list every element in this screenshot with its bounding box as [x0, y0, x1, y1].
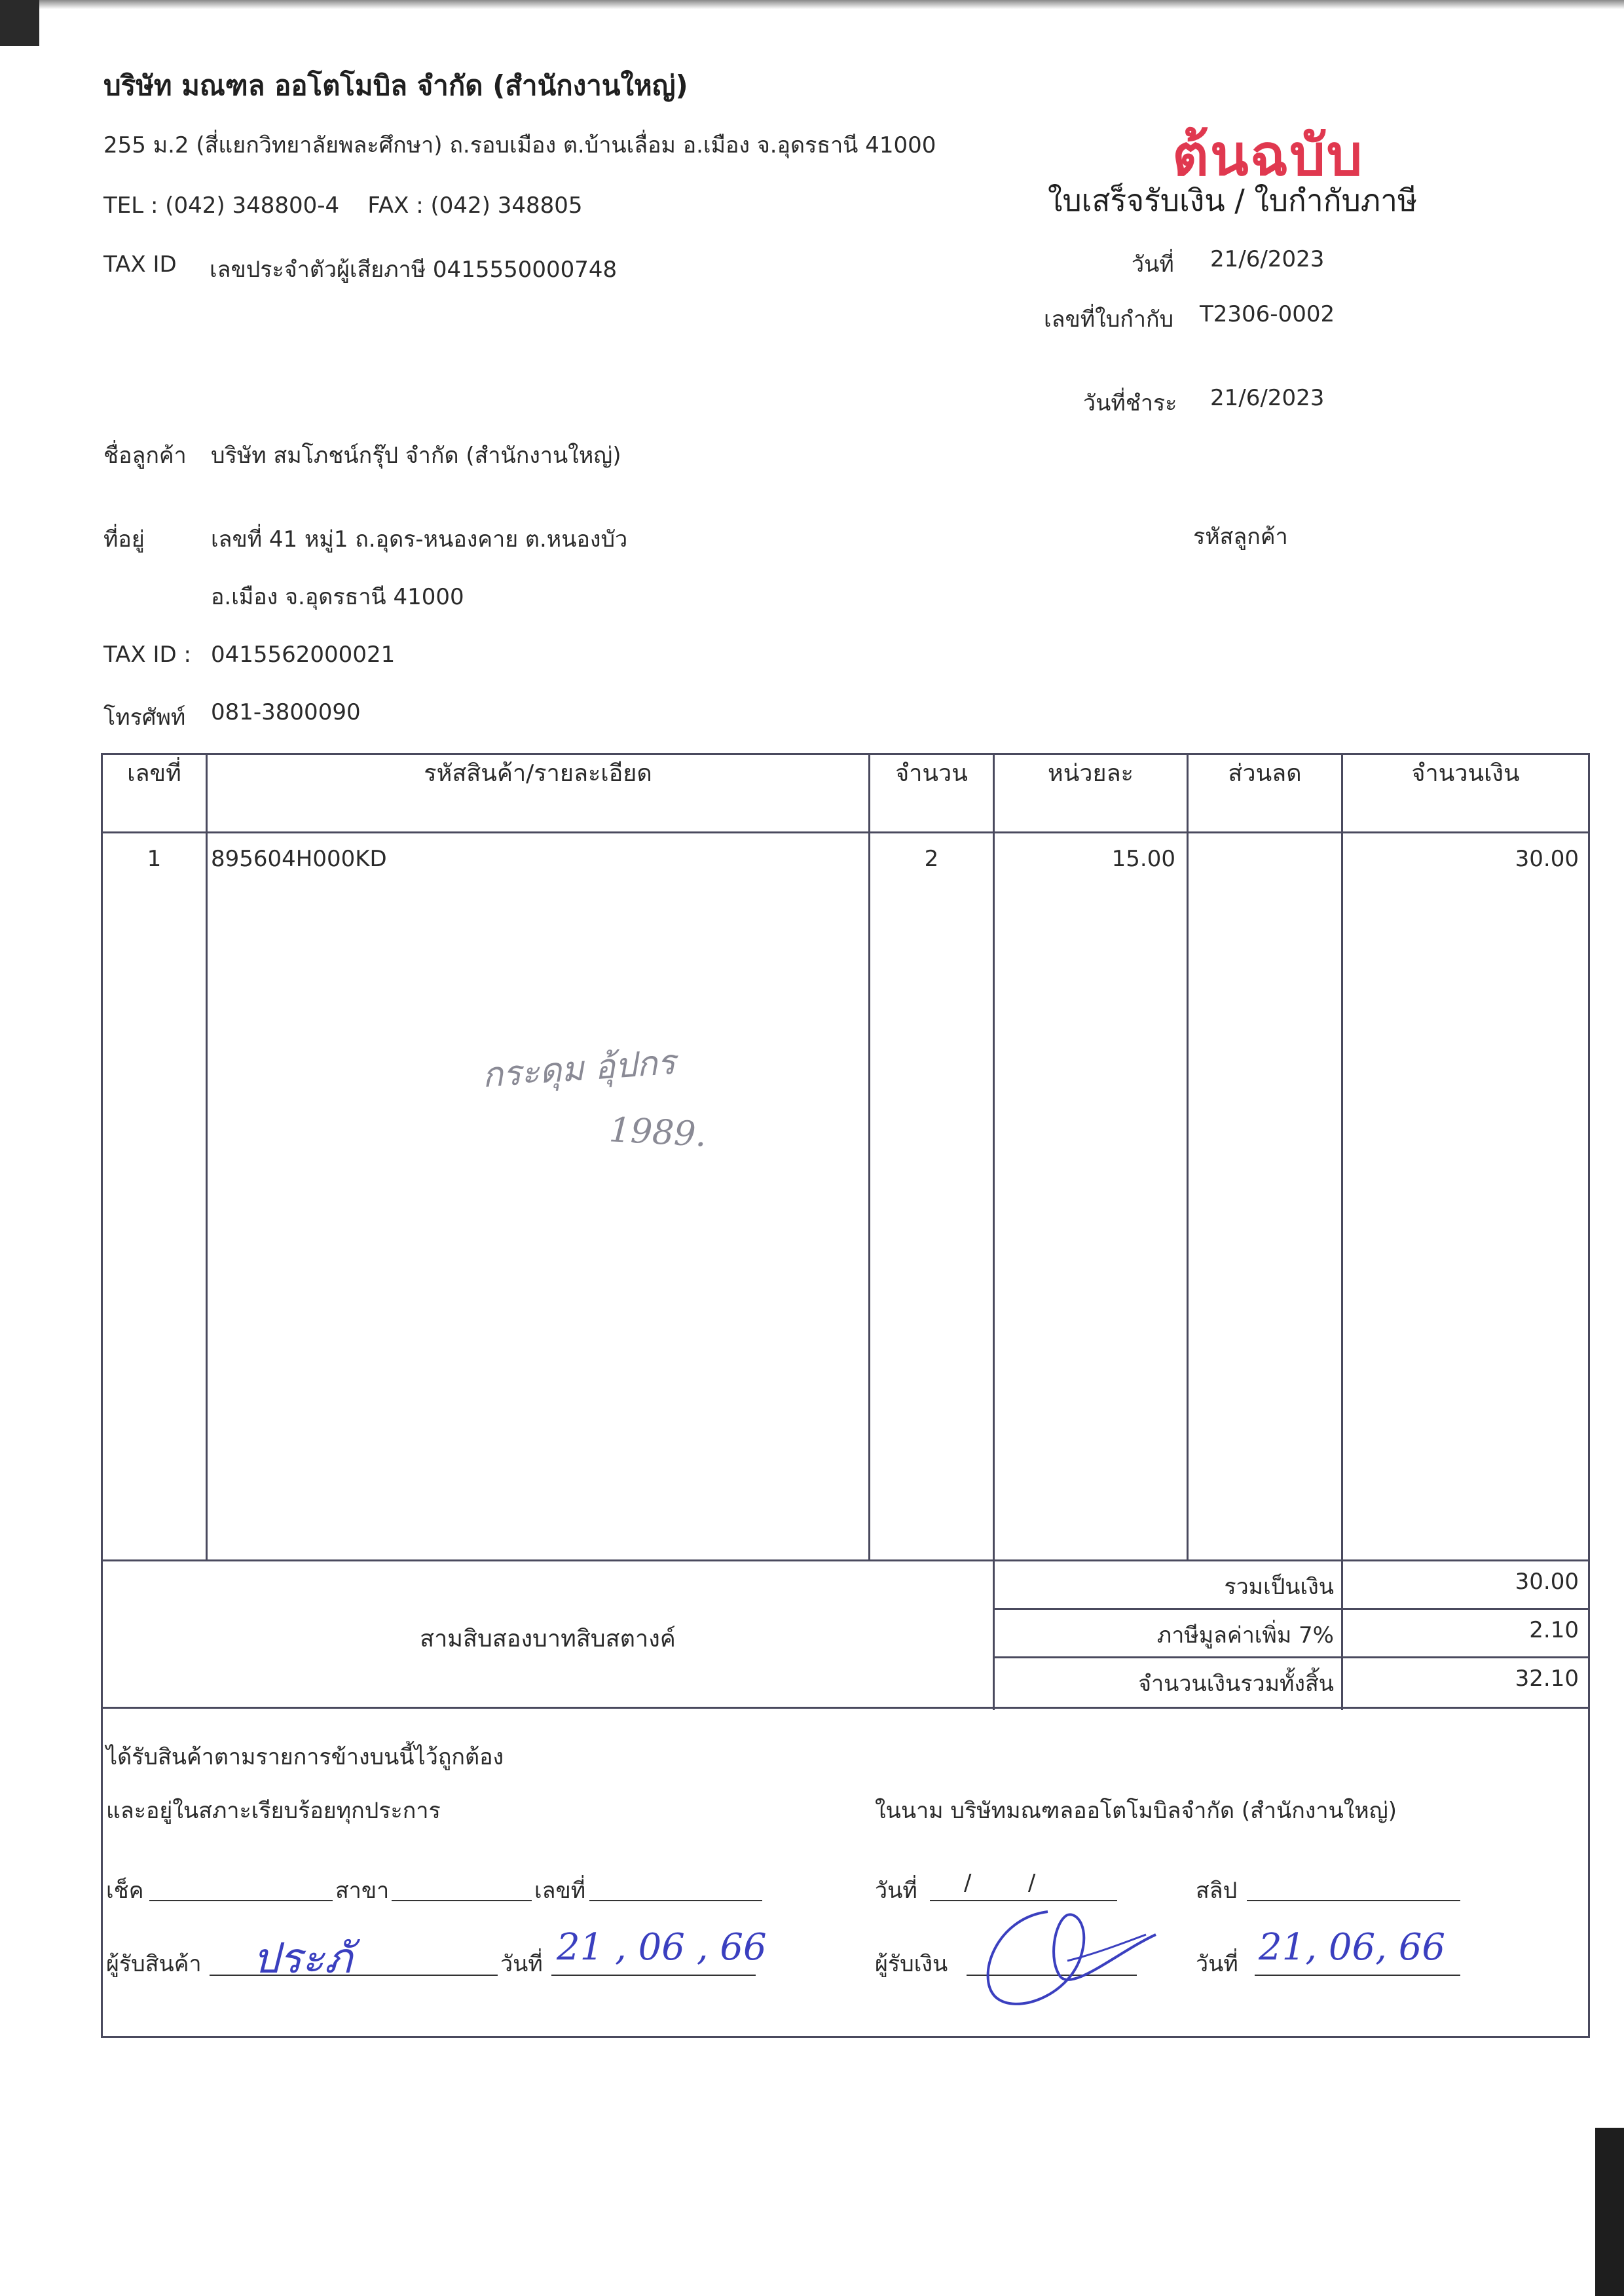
- vat-label: ภาษีมูลค่าเพิ่ม 7%: [1156, 1622, 1334, 1649]
- col-header-description: รหัสสินค้า/รายละเอียด: [424, 760, 652, 787]
- row-amount: 30.00: [1515, 846, 1579, 872]
- company-name: บริษัท มณฑล ออโตโมบิล จำกัด (สำนักงานใหญ่): [103, 69, 688, 101]
- document-title: ใบเสร็จรับเงิน / ใบกำกับภาษี: [1048, 183, 1418, 218]
- original-stamp: ต้นฉบับ: [1172, 123, 1364, 189]
- money-receiver-signature: [969, 1899, 1159, 2016]
- col-header-unit-price: หน่วยละ: [1047, 760, 1134, 787]
- on-behalf-of: ในนาม บริษัทมณฑลออโตโมบิลจำกัด (สำนักงานใหญ่): [875, 1798, 1397, 1824]
- amount-in-words: สามสิบสองบาทสิบสตางค์: [420, 1626, 676, 1652]
- customer-name: บริษัท สมโภชน์กรุ๊ป จำกัด (สำนักงานใหญ่): [211, 443, 621, 469]
- cheque-line: [149, 1900, 333, 1901]
- grand-total-label: จำนวนเงินรวมทั้งสิ้น: [1138, 1671, 1334, 1697]
- cheque-number-line: [589, 1900, 762, 1901]
- money-receipt-date-handwritten: 21, 06, 66: [1259, 1926, 1445, 1969]
- customer-tax-id: 0415562000021: [211, 642, 396, 668]
- customer-address-line1: เลขที่ 41 หมู่1 ถ.อุดร-หนองคาย ต.หนองบัว: [211, 526, 628, 553]
- received-statement-line1: ได้รับสินค้าตามรายการข้างบนนี้ไว้ถูกต้อง: [106, 1744, 504, 1770]
- payment-date-label: วันที่: [875, 1878, 917, 1904]
- row-code: 895604H000KD: [211, 846, 387, 872]
- customer-address-label: ที่อยู่: [103, 526, 145, 553]
- scan-edge-left: [0, 0, 39, 46]
- subtotal-value: 30.00: [1515, 1569, 1579, 1595]
- row-qty: 2: [924, 846, 939, 872]
- col-header-no: เลขที่: [127, 760, 181, 787]
- goods-receiver-signature: ประภั: [253, 1935, 352, 1983]
- received-statement-line2: และอยู่ในสภาะเรียบร้อยทุกประการ: [106, 1798, 441, 1824]
- goods-receipt-date-line: [551, 1975, 756, 1976]
- customer-phone: 081-3800090: [211, 699, 361, 725]
- customer-address-line2: อ.เมือง จ.อุดรธานี 41000: [211, 584, 464, 610]
- branch-line: [392, 1900, 532, 1901]
- money-receipt-date-label: วันที่: [1196, 1951, 1238, 1977]
- col-header-discount: ส่วนลด: [1228, 760, 1302, 787]
- date-label: วันที่: [1132, 251, 1174, 278]
- money-receipt-date-line: [1255, 1975, 1460, 1976]
- company-address: 255 ม.2 (สี่แยกวิทยาลัยพละศึกษา) ถ.รอบเมือง ต.บ้านเลื่อม อ.เมือง จ.อุดรธานี 41000: [103, 132, 936, 158]
- company-phone: TEL : (042) 348800-4 FAX : (042) 348805: [103, 192, 583, 219]
- slip-line: [1247, 1900, 1460, 1901]
- due-date-label: วันที่ชำระ: [1083, 390, 1177, 416]
- customer-code-label: รหัสลูกค้า: [1193, 524, 1288, 550]
- vat-value: 2.10: [1529, 1617, 1579, 1643]
- row-unit-price: 15.00: [1111, 846, 1175, 872]
- subtotal-label: รวมเป็นเงิน: [1224, 1574, 1334, 1600]
- scan-edge-right: [1595, 2128, 1624, 2296]
- col-header-qty: จำนวน: [895, 760, 968, 787]
- customer-name-label: ชื่อลูกค้า: [103, 443, 187, 469]
- handwritten-note-line1: กระดุม อุ้ปกร: [481, 1042, 677, 1096]
- slip-label: สลิป: [1196, 1878, 1238, 1904]
- goods-receipt-date-label: วันที่: [500, 1951, 543, 1977]
- scan-edge-top: [0, 0, 1624, 9]
- company-tax-label: TAX ID: [103, 251, 177, 278]
- goods-receipt-date-handwritten: 21 , 06 , 66: [557, 1926, 767, 1969]
- goods-receiver-label: ผู้รับสินค้า: [106, 1951, 202, 1977]
- invoice-no-value: T2306-0002: [1200, 301, 1335, 327]
- money-receiver-label: ผู้รับเงิน: [875, 1951, 948, 1977]
- col-header-amount: จำนวนเงิน: [1411, 760, 1520, 787]
- cheque-number-label: เลขที่: [534, 1878, 586, 1904]
- customer-phone-label: โทรศัพท์: [103, 704, 186, 731]
- branch-label: สาขา: [335, 1878, 390, 1904]
- cheque-label: เช็ค: [106, 1878, 144, 1904]
- handwritten-note-line2: 1989.: [608, 1110, 708, 1155]
- customer-tax-label: TAX ID :: [103, 642, 191, 668]
- date-value: 21/6/2023: [1210, 246, 1325, 272]
- company-tax-id: เลขประจำตัวผู้เสียภาษี 0415550000748: [210, 257, 618, 283]
- invoice-no-label: เลขที่ใบกำกับ: [1044, 306, 1174, 333]
- payment-date-blank: / /: [964, 1870, 1036, 1896]
- grand-total-value: 32.10: [1515, 1666, 1579, 1692]
- due-date-value: 21/6/2023: [1210, 385, 1325, 411]
- row-no: 1: [147, 846, 162, 872]
